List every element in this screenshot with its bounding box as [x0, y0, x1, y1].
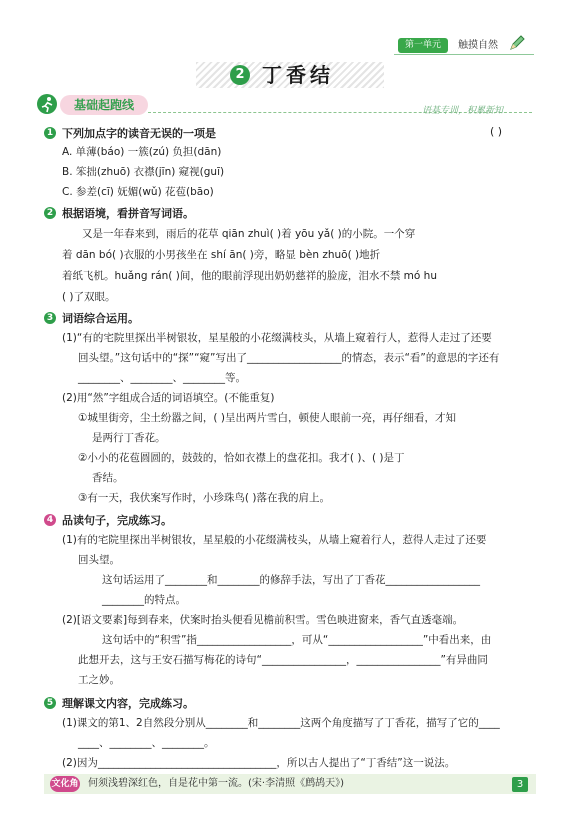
text-line: 又是一年春来到，雨后的花草 qiān zhuì( )着 yōu yǎ( )的小院。一个穿: [82, 228, 416, 240]
question-title: 词语综合运用。: [62, 312, 139, 325]
text-line: ________、________、________等。: [78, 372, 246, 384]
text-line: 回头望。”这句话中的“探”“窥”写出了__________________的情态，表示“看”的意思的字还有: [78, 352, 500, 364]
option-line: C. 参差(cī) 妩媚(wǔ) 花苞(bāo): [62, 186, 214, 198]
text-line: 香结。: [92, 472, 124, 484]
unit-tag: 第一单元: [398, 38, 448, 53]
answer-paren[interactable]: ( ): [490, 125, 503, 138]
header-rule: [394, 54, 534, 55]
lesson-title: 丁香结: [262, 63, 334, 87]
text-line: (2)[语文要素]每到春来，伏案时抬头便看见檐前积雪。雪色映进窗来，香气直透毫端。: [62, 614, 464, 626]
lesson-number: 2: [230, 65, 250, 85]
text-line: 回头望。: [78, 554, 120, 566]
text-line: (1)有的宅院里探出半树银妆，星星般的小花缀满枝头，从墙上窥着行人，惹得人走过了还要: [62, 534, 487, 546]
question-title: 根据语境，看拼音写词语。: [62, 207, 194, 220]
question-number: 5: [44, 697, 56, 709]
question-number: 1: [44, 127, 56, 139]
text-line: ( )了双眼。: [62, 291, 116, 303]
question-title: 品读句子，完成练习。: [62, 514, 172, 527]
text-line: 是两行丁香花。: [92, 432, 166, 444]
text-line: (1)课文的第1、2自然段分别从________和________这两个角度描写了丁香花，描写了它的____: [62, 717, 500, 729]
question-number: 3: [44, 312, 56, 324]
text-line: (1)“有的宅院里探出半树银妆，星星般的小花缀满枝头，从墙上窥着行人，惹得人走过了还要: [62, 332, 492, 344]
text-line: 此想开去，这与王安石描写梅花的诗句“________________，________________”有异曲同: [78, 654, 488, 666]
text-line: (2)用“然”字组成合适的词语填空。(不能重复): [62, 392, 275, 404]
section-title: 基础起跑线: [60, 95, 148, 115]
text-line: ____、________、________。: [78, 737, 215, 749]
text-line: ________的特点。: [102, 594, 186, 606]
text-line: ②小小的花苞圆圆的，鼓鼓的，恰如衣襟上的盘花扣。我才( )、( )是丁: [78, 452, 405, 464]
unit-title: 触摸自然: [458, 40, 498, 51]
question-title: 理解课文内容，完成练习。: [62, 697, 194, 710]
footer-quote: 何须浅碧深红色，自是花中第一流。(宋·李清照《鹧鸪天》): [88, 778, 344, 789]
question-number: 4: [44, 514, 56, 526]
section-subtitle: 语基专训，积累新知: [422, 106, 504, 116]
text-line: (2)因为__________________________________，所以古人提出了“丁香结”这一说法。: [62, 757, 456, 769]
text-line: 这句话中的“积雪”指__________________，可从“__________________”中看出来，由: [102, 634, 492, 646]
option-line: A. 单薄(báo) 一簇(zú) 负担(dān): [62, 146, 222, 158]
text-line: ①城里街旁，尘土纷嚣之间，( )呈出两片雪白，顿使人眼前一亮，再仔细看，才知: [78, 412, 456, 424]
text-line: 这句话运用了________和________的修辞手法，写出了丁香花__________________: [102, 574, 480, 586]
text-line: ③有一天，我伏案写作时，小珍珠鸟( )落在我的肩上。: [78, 492, 330, 504]
question-title: 下列加点字的读音无误的一项是: [62, 127, 216, 140]
runner-icon: [36, 93, 58, 115]
text-line: 着纸飞机。huǎng rán( )间，他的眼前浮现出奶奶慈祥的脸庞，泪水不禁 mó hu: [62, 270, 437, 282]
question-number: 2: [44, 207, 56, 219]
pencil-icon: [508, 34, 526, 52]
page-number: 3: [512, 777, 528, 792]
text-line: 工之妙。: [78, 674, 120, 686]
text-line: 着 dān bó( )衣服的小男孩坐在 shí ān( )旁，略显 bèn zhuō( )地折: [62, 249, 381, 261]
culture-corner-tag: 文化角: [50, 776, 80, 792]
option-line: B. 笨拙(zhuō) 衣襟(jīn) 窥视(guī): [62, 166, 225, 178]
